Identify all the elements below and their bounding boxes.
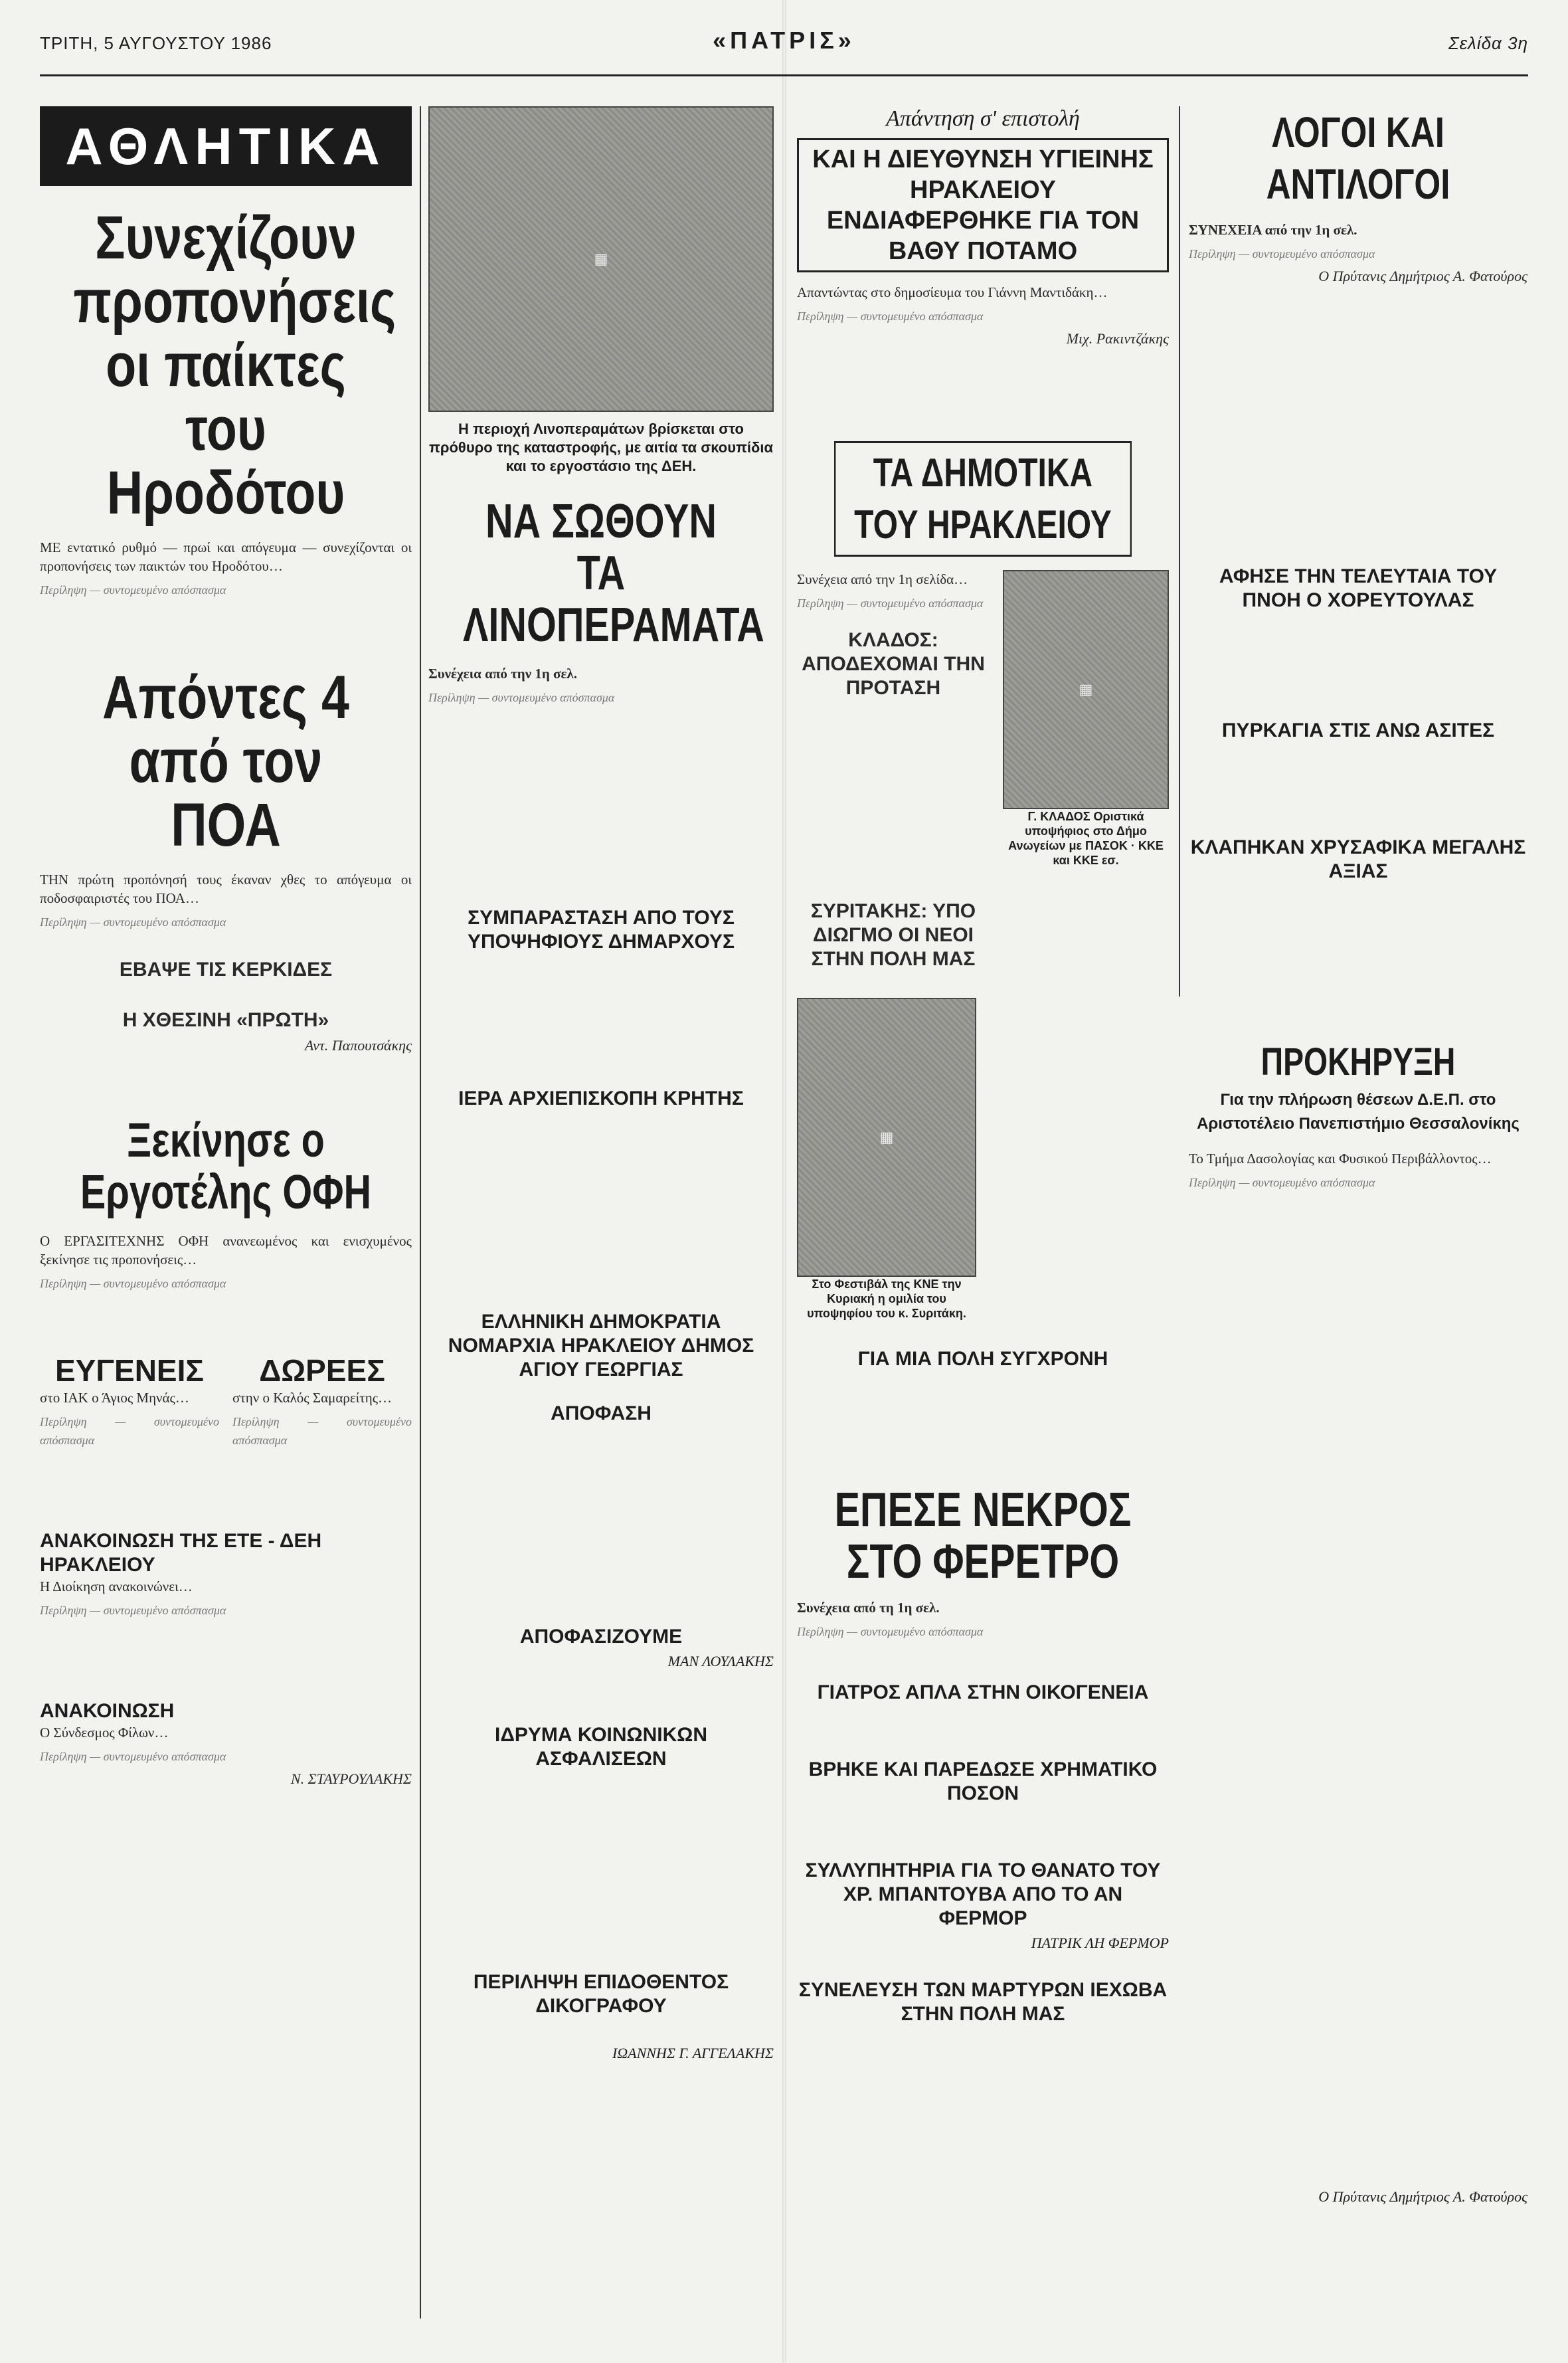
demotika-body: Συνέχεια από την 1η σελίδα… Περίληψη — συντομευμένο απόσπασμα ΚΛΑΔΟΣ: ΑΠΟΔΕΧΟΜΑΙ ΤΗΝ ΠΡΟΤΑΣΗ ΣΥΡΙΤΑΚΗΣ: ΥΠΟ ΔΙΩΓΜΟ ΟΙ ΝΕΟΙ ΣΤΗΝ ΠΟΛΗ ΜΑΣ [797, 570, 990, 971]
dorees-body: στην ο Καλός Σαμαρείτης… Περίληψη — συντομευμένο απόσπασμα [232, 1390, 412, 1447]
page-fold [782, 0, 786, 2363]
linoperamata-caption: Η περιοχή Λινοπεραμάτων βρίσκεται στο πρόθυρο της καταστροφής, με αιτία τα σκουπίδια και το εργοστάσιο της ΔΕΗ. [429, 421, 773, 474]
page-number: Σελίδα 3η [1448, 33, 1528, 53]
potamos-kicker: Απάντηση σ' επιστολή [886, 106, 1080, 131]
prokirixi-body: Το Τμήμα Δασολογίας και Φυσικού Περιβάλλοντος… Περίληψη — συντομευμένο απόσπασμα [1189, 1151, 1492, 1189]
pyrkagia-title: ΠΥΡΚΑΓΙΑ ΣΤΙΣ ΑΝΩ ΑΣΙΤΕΣ [1221, 719, 1495, 741]
anak2-title: ΑΝΑΚΟΙΝΩΣΗ [40, 1700, 175, 1722]
kladas-caption: Γ. ΚΛΑΔΟΣ Οριστικά υποψήφιος στο Δήμο Ανωγείων με ΠΑΣΟΚ · ΚΚΕ και ΚΚΕ εσ. [1008, 810, 1164, 867]
synel-subheading: ΣΥΝΕΛΕΥΣΗ ΤΩΝ ΜΑΡΤΥΡΩΝ ΙΕΧΩΒΑ ΣΤΗΝ ΠΟΛΗ ΜΑΣ [798, 1979, 1168, 2025]
anak2-body: Ο Σύνδεσμος Φίλων… Περίληψη — συντομευμένο απόσπασμα Ν. ΣΤΑΥΡΟΥΛΑΚΗΣ [40, 1725, 412, 1787]
afise-title: ΑΦΗΣΕ ΤΗΝ ΤΕΛΕΥΤΑΙΑ ΤΟΥ ΠΝΟΗ Ο ΧΟΡΕΥΤΟΥΛΑΣ [1219, 565, 1498, 611]
mia-poli-subheading: ΓΙΑ ΜΙΑ ΠΟΛΗ ΣΥΓΧΡΟΝΗ [857, 1348, 1108, 1370]
article-poa-byline: Αντ. Παπουτσάκης [304, 1037, 412, 1054]
potamos-sign: Μιχ. Ρακιντζάκης [1066, 330, 1169, 347]
dorees-title: ΔΩΡΕΕΣ [259, 1353, 385, 1388]
iera-title: ΙΕΡΑ ΑΡΧΙΕΠΙΣΚΟΠΗ ΚΡΗΤΗΣ [458, 1087, 744, 1109]
anak-ete-body: Η Διοίκηση ανακοινώνει… Περίληψη — συντομευμένο απόσπασμα [40, 1578, 226, 1617]
potamos-headline: ΚΑΙ Η ΔΙΕΥΘΥΝΣΗ ΥΓΙΕΙΝΗΣ ΗΡΑΚΛΕΙΟΥ ΕΝΔΙΑΦΕΡΘΗΚΕ ΓΙΑ ΤΟΝ ΒΑΘΥ ΠΟΤΑΜΟ [797, 138, 1169, 272]
article-ofi-title: Ξεκίνησε ο Εργοτέλης ΟΦΗ [80, 1114, 372, 1219]
kladas-photo: ▦ [1003, 570, 1169, 809]
article-herodotos-title: Συνεχίζουν προπονήσεις οι παίκτες του Ηροδότου [73, 204, 396, 527]
angelakis-sign: ΙΩΑΝΝΗΣ Γ. ΑΓΓΕΛΑΚΗΣ [612, 2045, 774, 2061]
epese-body: Συνέχεια από τη 1η σελ. Περίληψη — συντομευμένο απόσπασμα [797, 1600, 984, 1638]
klapikan-title: ΚΛΑΠΗΚΑΝ ΧΡΥΣΑΦΙΚΑ ΜΕΓΑΛΗΣ ΑΞΙΑΣ [1190, 836, 1526, 882]
eugeneis-title: ΕΥΓΕΝΕΙΣ [55, 1353, 204, 1388]
symparastasi-title: ΣΥΜΠΑΡΑΣΤΑΣΗ ΑΠΟ ΤΟΥΣ ΥΠΟΨΗΦΙΟΥΣ ΔΗΜΑΡΧΟΥΣ [467, 907, 735, 953]
logoi-headline: ΛΟΓΟΙ ΚΑΙ ΑΝΤΙΛΟΓΟΙ [1266, 108, 1450, 208]
prokirixi-sub: Για την πλήρωση θέσεων Δ.Ε.Π. στο Αριστοτέλειο Πανεπιστήμιο Θεσσαλονίκης [1197, 1091, 1520, 1133]
page-header [40, 27, 1528, 66]
sports-banner: ΑΘΛΗΤΙΚΑ [40, 106, 412, 186]
prokirixi-title: ΠΡΟΚΗΡΥΞΗ [1261, 1040, 1456, 1084]
center-right-section [797, 106, 1169, 2318]
anak2-sign: Ν. ΣΤΑΥΡΟΥΛΑΚΗΣ [290, 1770, 412, 1787]
apofasi-title: ΑΠΟΦΑΣΗ [551, 1402, 652, 1424]
subheading-kerkides: ΕΒΑΨΕ ΤΙΣ ΚΕΡΚΙΔΕΣ [119, 959, 333, 981]
header-rule [40, 74, 1528, 76]
epese-headline: ΕΠΕΣΕ ΝΕΚΡΟΣ ΣΤΟ ΦΕΡΕΤΡΟ [834, 1483, 1132, 1588]
article-poa-title: Απόντες 4 από τον ΠΟΑ [102, 664, 349, 859]
prokirixi-sign: Ο Πρύτανις Δημήτριος Α. Φατούρος [1318, 2188, 1527, 2205]
linoperamata-body: Συνέχεια από την 1η σελ. Περίληψη — συντομευμένο απόσπασμα [428, 666, 615, 704]
syritakis-caption: Στο Φεστιβάλ της ΚΝΕ την Κυριακή η ομιλία του υποψηφίου του κ. Συριτάκη. [807, 1277, 966, 1320]
potamos-body: Απαντώντας στο δημοσίευμα του Γιάννη Μαντιδάκη… Περίληψη — συντομευμένο απόσπασμα Μιχ. Ρακιντζάκης [797, 284, 1169, 347]
linoperamata-section [428, 106, 774, 2318]
ika-title: ΙΔΡΥΜΑ ΚΟΙΝΩΝΙΚΩΝ ΑΣΦΑΛΙΣΕΩΝ [495, 1724, 707, 1770]
linoperamata-photo: ▦ [428, 106, 774, 412]
column-divider [420, 106, 421, 2318]
fermor-sign: ΠΑΤΡΙΚ ΛΗ ΦΕΡΜΟΡ [1031, 1935, 1169, 1951]
linoperamata-headline: ΝΑ ΣΩΘΟΥΝ ΤΑ ΛΙΝΟΠΕΡΑΜΑΤΑ [463, 495, 764, 652]
logoi-sign: Ο Πρύτανις Δημήτριος Α. Φατούρος [1318, 268, 1527, 284]
apofasizoume-title: ΑΠΟΦΑΣΙΖΟΥΜΕ [519, 1626, 683, 1648]
syritakis-subheading: ΣΥΡΙΤΑΚΗΣ: ΥΠΟ ΔΙΩΓΜΟ ΟΙ ΝΕΟΙ ΣΤΗΝ ΠΟΛΗ ΜΑΣ [810, 900, 976, 970]
anak-ete-title: ΑΝΑΚΟΙΝΩΣΗ ΤΗΣ ΕΤΕ - ΔΕΗ ΗΡΑΚΛΕΙΟΥ [40, 1530, 322, 1576]
eugeneis-body: στο ΙΑΚ ο Άγιος Μηνάς… Περίληψη — συντομευμένο απόσπασμα [40, 1390, 219, 1447]
giatros-subheading: ΓΙΑΤΡΟΣ ΑΠΛΑ ΣΤΗΝ ΟΙΚΟΓΕΝΕΙΑ [817, 1681, 1149, 1703]
issue-date: ΤΡΙΤΗ, 5 ΑΥΓΟΥΣΤΟΥ 1986 [40, 33, 272, 53]
kladas-subheading: ΚΛΑΔΟΣ: ΑΠΟΔΕΧΟΜΑΙ ΤΗΝ ΠΡΟΤΑΣΗ [802, 629, 985, 699]
ellhnikh-title: ΕΛΛΗΝΙΚΗ ΔΗΜΟΚΡΑΤΙΑ ΝΟΜΑΡΧΙΑ ΗΡΑΚΛΕΙΟΥ ΔΗΜΟΣ ΑΓΙΟΥ ΓΕΩΡΓΙΑΣ [448, 1311, 754, 1380]
article-poa-body: ΤΗΝ πρώτη προπόνησή τους έκαναν χθες το απόγευμα οι ποδοσφαιριστές του ΠΟΑ… Περίληψη — συντομευμένο απόσπασμα ΕΒΑΨΕ ΤΙΣ ΚΕΡΚΙΔΕΣ Η ΧΘΕΣΙΝΗ «ΠΡΩΤΗ» Αντ. Παπουτσάκης [40, 872, 412, 1054]
article-ofi-body: Ο ΕΡΓΑΣΙΤΕΧΝΗΣ ΟΦΗ ανανεωμένος και ενισχυμένος ξεκίνησε τις προπονήσεις… Περίληψη — συντομευμένο απόσπασμα [40, 1233, 412, 1290]
prokirixi-section [1189, 1036, 1527, 2318]
syllypi-subheading: ΣΥΛΛΥΠΗΤΗΡΙΑ ΓΙΑ ΤΟ ΘΑΝΑΤΟ ΤΟΥ ΧΡ. ΜΠΑΝΤΟΥΒΑ ΑΠΟ ΤΟ ΑΝ ΦΕΡΜΟΡ [805, 1859, 1161, 1929]
article-herodotos-body: ΜΕ εντατικό ρυθμό — πρωί και απόγευμα — συνεχίζονται οι προπονήσεις των παικτών του Ηροδότου… Περίληψη — συντομευμένο απόσπασμα [40, 539, 412, 597]
vrike-subheading: ΒΡΗΚΕ ΚΑΙ ΠΑΡΕΔΩΣΕ ΧΡΗΜΑΤΙΚΟ ΠΟΣΟΝ [808, 1758, 1158, 1804]
syritakis-photo: ▦ [797, 998, 976, 1277]
column-divider [1179, 106, 1180, 996]
periliptiki-title: ΠΕΡΙΛΗΨΗ ΕΠΙΔΟΘΕΝΤΟΣ ΔΙΚΟΓΡΑΦΟΥ [473, 1971, 729, 2017]
sports-section [40, 106, 412, 2318]
demotika-headline: ΤΑ ΔΗΜΟΤΙΚΑ ΤΟΥ ΗΡΑΚΛΕΙΟΥ [834, 441, 1132, 557]
loulakis-sign: ΜΑΝ ΛΟΥΛΑΚΗΣ [667, 1653, 774, 1669]
subheading-proti: Η ΧΘΕΣΙΝΗ «ΠΡΩΤΗ» [122, 1009, 329, 1031]
logoi-body: ΣΥΝΕΧΕΙΑ από την 1η σελ. Περίληψη — συντομευμένο απόσπασμα Ο Πρύτανις Δημήτριος Α. Φατούρος [1189, 222, 1527, 284]
masthead: «ΠΑΤΡΙΣ» [713, 27, 855, 54]
